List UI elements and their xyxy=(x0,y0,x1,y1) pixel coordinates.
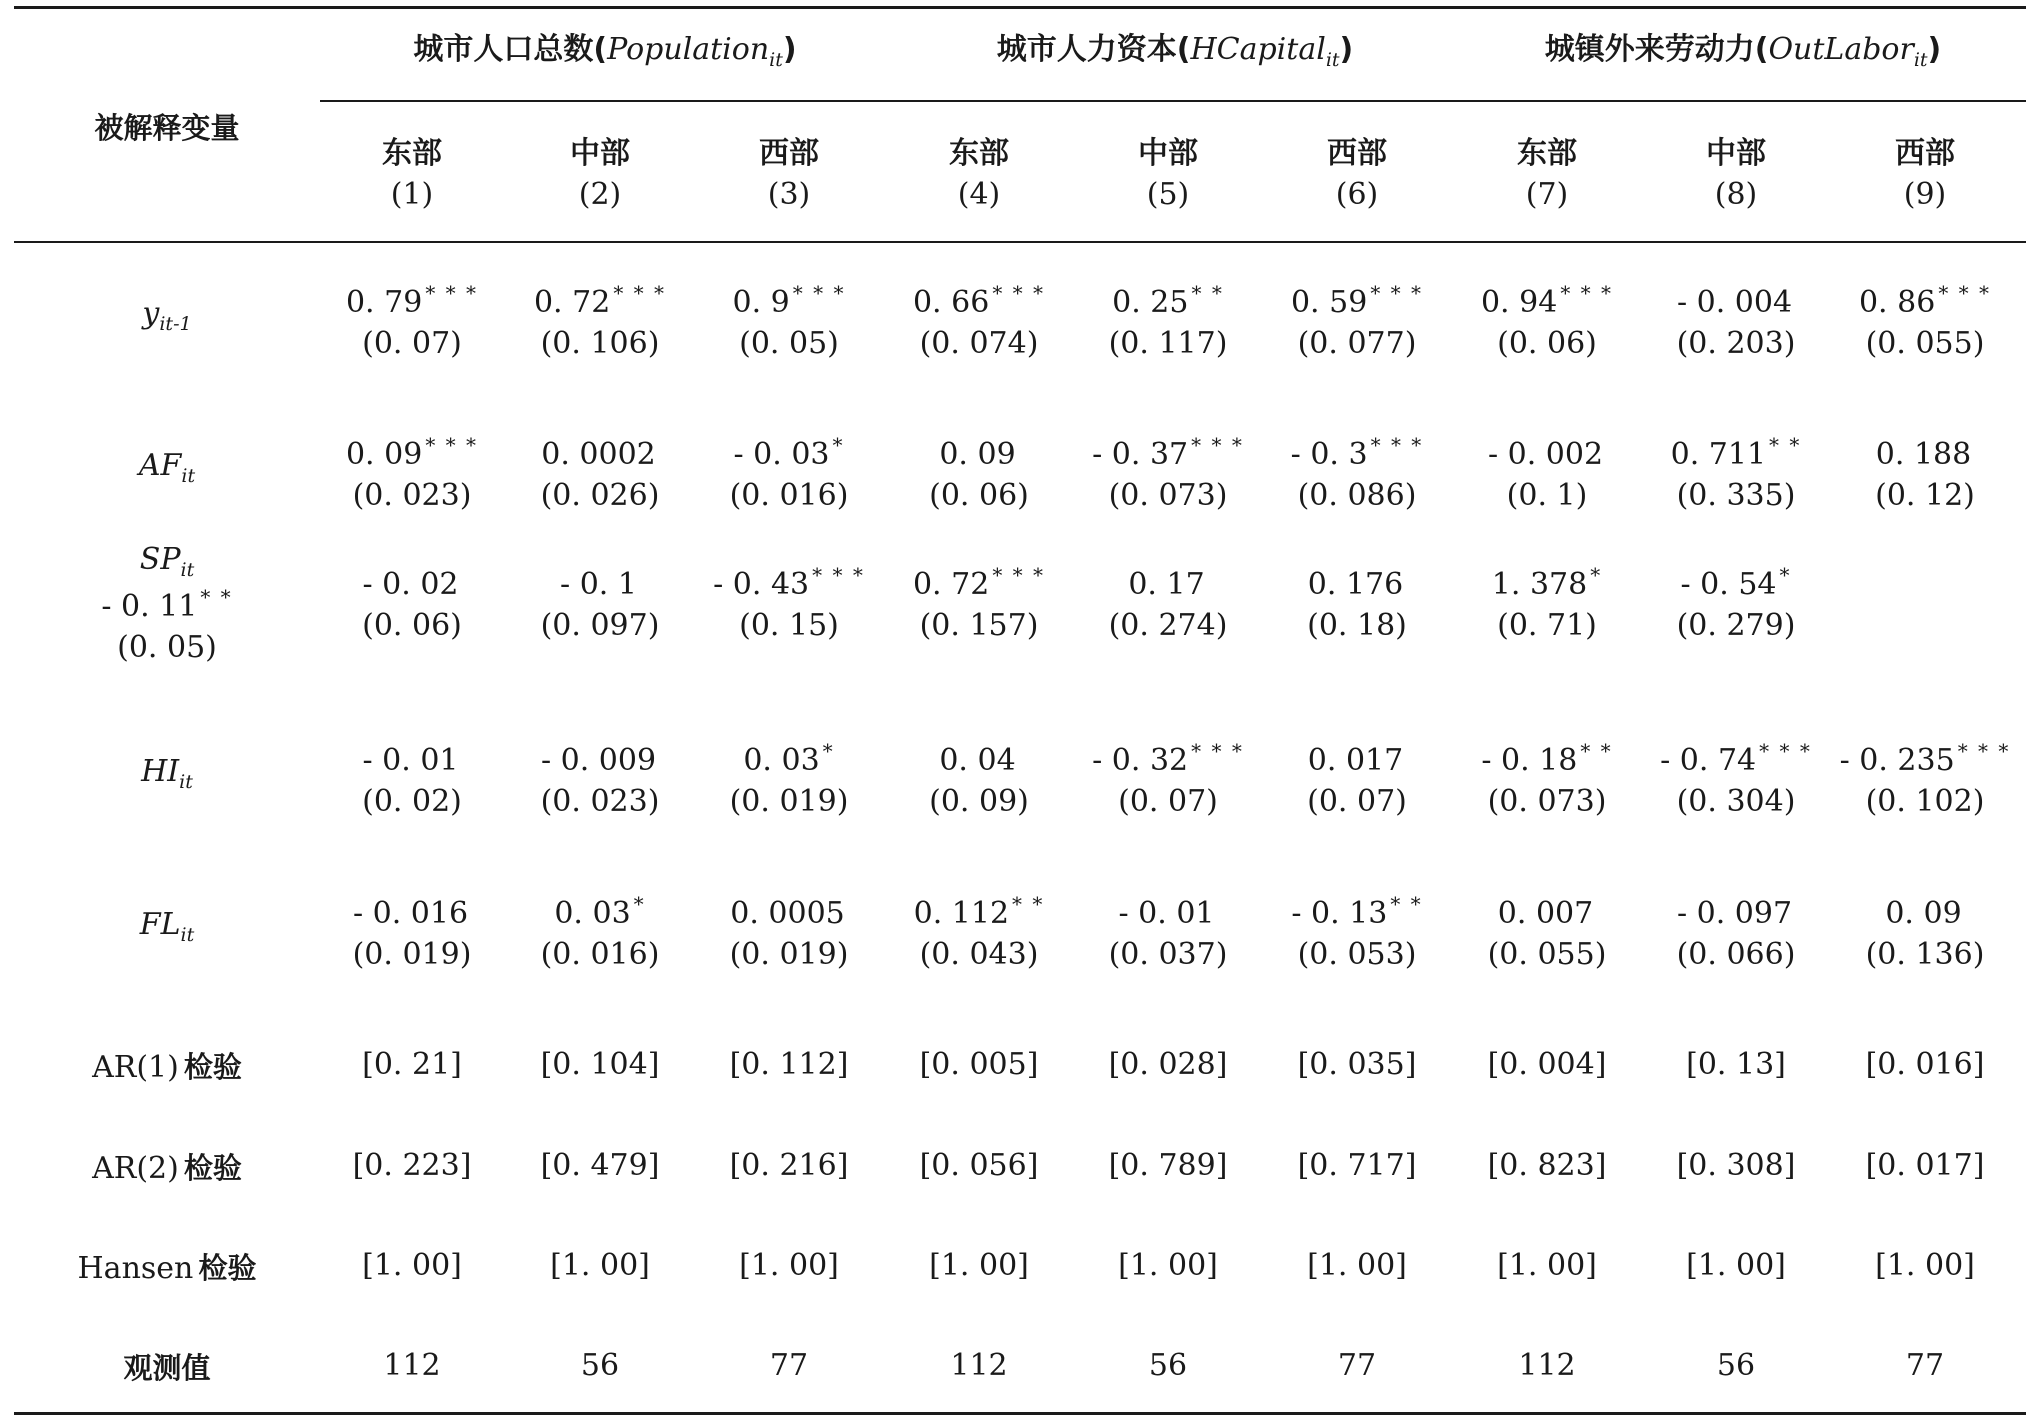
group-suffix: ) xyxy=(1927,32,1942,67)
cell-coef: - 0. 016 xyxy=(352,896,469,931)
cell-se: (0. 074) xyxy=(919,325,1039,361)
cell-coef: - 0. 74 xyxy=(1660,743,1757,778)
cell-se: (0. 09) xyxy=(929,783,1029,819)
cell-se-line xyxy=(1812,324,2026,365)
test-cell: [1. 00] xyxy=(362,1248,462,1283)
cell-se: (0. 023) xyxy=(352,477,472,513)
column-header xyxy=(507,134,693,215)
column-region: 东部 xyxy=(1517,136,1577,171)
test-row-label xyxy=(14,1346,320,1387)
cell-coef: 0. 17 xyxy=(1128,567,1205,602)
cell-coef-line xyxy=(1812,432,2026,476)
test-cell: [1. 00] xyxy=(550,1248,650,1283)
column-number: (4) xyxy=(957,176,1001,212)
extra-coef: - 0. 11 xyxy=(101,588,198,624)
cell-se: (0. 073) xyxy=(1108,477,1228,513)
cell-coef: - 0. 37 xyxy=(1092,437,1189,472)
cell-coef: - 0. 01 xyxy=(362,743,459,778)
test-cell: 56 xyxy=(1148,1348,1188,1383)
test-cell: [1. 00] xyxy=(929,1248,1029,1283)
cell-se-line xyxy=(1812,476,2026,517)
cell-coef: 0. 09 xyxy=(939,437,1016,472)
cell-coef: - 0. 43 xyxy=(713,567,810,602)
cell-se: (0. 06) xyxy=(929,477,1029,513)
column-header xyxy=(1643,134,1829,215)
significance-stars: * * xyxy=(1580,739,1613,763)
cell-coef: 0. 007 xyxy=(1497,896,1594,931)
group-var: OutLabor xyxy=(1768,32,1914,67)
row-var-sub: it xyxy=(180,559,195,581)
test-cell: [0. 308] xyxy=(1676,1148,1796,1183)
cell-se: (0. 019) xyxy=(729,783,849,819)
column-number: (7) xyxy=(1525,176,1569,212)
table-cell xyxy=(1812,432,2026,516)
column-number: (8) xyxy=(1714,176,1758,212)
row-var: SP xyxy=(139,542,181,577)
test-cell: [0. 223] xyxy=(352,1148,472,1183)
cell-se: (0. 026) xyxy=(540,477,660,513)
significance-stars: * xyxy=(1779,563,1792,587)
cell-coef: 0. 0002 xyxy=(541,437,656,472)
extra-se: (0. 05) xyxy=(117,629,217,665)
cell-se: (0. 07) xyxy=(1307,783,1407,819)
cell-se: (0. 335) xyxy=(1676,477,1796,513)
cell-se: (0. 043) xyxy=(919,936,1039,972)
column-header xyxy=(696,134,882,215)
test-cell: [0. 056] xyxy=(919,1148,1039,1183)
test-cell: [1. 00] xyxy=(1497,1248,1597,1283)
row-var-sub: it xyxy=(181,465,196,487)
test-cell: [0. 13] xyxy=(1686,1047,1786,1082)
cell-coef-line xyxy=(1812,280,2026,324)
cell-coef: 0. 017 xyxy=(1307,743,1404,778)
significance-stars: * * xyxy=(1769,433,1802,457)
group-var-sub: it xyxy=(1913,49,1928,71)
test-cell: [1. 00] xyxy=(1875,1248,1975,1283)
significance-stars: * * * xyxy=(992,281,1046,305)
significance-stars: * * * xyxy=(1759,739,1812,763)
test-cell: [1. 00] xyxy=(1307,1248,1407,1283)
test-label-latin: AR(1) xyxy=(92,1050,179,1085)
test-cell: 77 xyxy=(769,1348,809,1383)
cell-coef: 0. 79 xyxy=(345,285,423,320)
test-row-label xyxy=(14,1045,320,1086)
cell-se: (0. 073) xyxy=(1487,783,1607,819)
row-label xyxy=(14,448,320,487)
column-number: (5) xyxy=(1146,176,1190,212)
cell-coef: - 0. 13 xyxy=(1291,896,1388,931)
cell-coef: 0. 94 xyxy=(1480,285,1558,320)
test-cell: 77 xyxy=(1905,1348,1945,1383)
cell-se: (0. 279) xyxy=(1676,607,1796,643)
significance-stars: * * * xyxy=(1191,739,1244,763)
cell-coef: 0. 09 xyxy=(1885,896,1962,931)
cell-se: (0. 016) xyxy=(729,477,849,513)
cell-se-line xyxy=(1812,935,2026,976)
group-header-population xyxy=(320,30,890,74)
test-cell: [0. 823] xyxy=(1487,1148,1607,1183)
cell-coef: 0. 03 xyxy=(554,896,631,931)
cell-coef: 0. 711 xyxy=(1670,437,1767,472)
table-cell xyxy=(1812,891,2026,975)
significance-stars: * * * xyxy=(992,563,1046,587)
cell-se: (0. 07) xyxy=(362,325,462,361)
cell-coef: 0. 86 xyxy=(1858,285,1936,320)
row-var: y xyxy=(142,296,160,331)
test-cell: [1. 00] xyxy=(1686,1248,1786,1283)
table-cell xyxy=(1812,280,2026,364)
cell-coef: - 0. 02 xyxy=(362,567,459,602)
cell-se: (0. 05) xyxy=(739,325,839,361)
test-cell: [0. 216] xyxy=(729,1148,849,1183)
cell-coef: - 0. 01 xyxy=(1118,896,1215,931)
row-label xyxy=(14,540,320,668)
group-var: HCapital xyxy=(1190,32,1326,67)
column-number: (9) xyxy=(1903,176,1947,212)
group-prefix: 城市人力资本( xyxy=(996,32,1191,67)
test-cell: [0. 112] xyxy=(729,1047,849,1082)
test-cell: [0. 004] xyxy=(1487,1047,1607,1082)
cell-se: (0. 06) xyxy=(1497,325,1597,361)
cell-se: (0. 016) xyxy=(540,936,660,972)
test-cell: [1. 00] xyxy=(1118,1248,1218,1283)
header-bottom-rule xyxy=(14,241,2026,243)
column-region: 西部 xyxy=(1895,136,1955,171)
cell-se: (0. 097) xyxy=(540,607,660,643)
row-label-header: 被解释变量 xyxy=(94,111,240,145)
cell-coef: 0. 0005 xyxy=(730,896,845,931)
cell-se: (0. 019) xyxy=(729,936,849,972)
test-row-label xyxy=(14,1146,320,1187)
cell-coef: - 0. 18 xyxy=(1481,743,1578,778)
cell-se: (0. 07) xyxy=(1118,783,1218,819)
significance-stars: * * * xyxy=(1560,281,1614,305)
cell-se: (0. 71) xyxy=(1497,607,1597,643)
cell-se: (0. 136) xyxy=(1865,936,1985,972)
group-header-hcapital xyxy=(890,30,1460,74)
group-suffix: ) xyxy=(782,32,797,67)
cell-se: (0. 037) xyxy=(1108,936,1228,972)
cell-se: (0. 106) xyxy=(540,325,660,361)
test-row-label xyxy=(14,1246,320,1287)
cell-coef: - 0. 002 xyxy=(1487,437,1604,472)
row-label xyxy=(14,296,320,335)
test-label-cjk: 观测值 xyxy=(123,1351,211,1385)
table-cell xyxy=(1812,738,2026,822)
cell-coef: 0. 72 xyxy=(533,285,611,320)
column-number: (6) xyxy=(1335,176,1379,212)
test-cell: 112 xyxy=(383,1348,441,1383)
column-region: 中部 xyxy=(1138,136,1198,171)
test-cell: [0. 104] xyxy=(540,1047,660,1082)
significance-stars: * * xyxy=(1191,281,1224,305)
column-header xyxy=(886,134,1072,215)
column-header xyxy=(1832,134,2018,215)
test-label-latin: AR(2) xyxy=(92,1151,179,1186)
group-prefix: 城镇外来劳动力( xyxy=(1544,32,1769,67)
top-rule xyxy=(14,6,2026,9)
test-cell: [0. 028] xyxy=(1108,1047,1228,1082)
cell-coef-line xyxy=(1812,891,2026,935)
cell-se: (0. 02) xyxy=(362,783,462,819)
column-number: (3) xyxy=(767,176,811,212)
significance-stars: * * xyxy=(1390,892,1423,916)
test-cell: [1. 00] xyxy=(739,1248,839,1283)
extra-stars: * * xyxy=(200,584,233,609)
test-cell: [0. 789] xyxy=(1108,1148,1228,1183)
row-var: FL xyxy=(139,907,181,942)
cell-coef: 1. 378 xyxy=(1491,567,1588,602)
table-cell xyxy=(1812,562,2026,606)
row-var-sub: it-1 xyxy=(159,313,192,335)
cell-coef: 0. 72 xyxy=(912,567,990,602)
test-cell: [0. 005] xyxy=(919,1047,1039,1082)
cell-se: (0. 055) xyxy=(1487,936,1607,972)
group-var-sub: it xyxy=(769,49,783,71)
significance-stars: * * * xyxy=(613,281,667,305)
cell-coef: 0. 112 xyxy=(913,896,1010,931)
cell-coef-line xyxy=(1812,738,2026,782)
cell-se: (0. 055) xyxy=(1865,325,1985,361)
column-region: 西部 xyxy=(1327,136,1387,171)
test-cell: [0. 21] xyxy=(362,1047,462,1082)
cell-se: (0. 06) xyxy=(362,607,462,643)
column-header xyxy=(1075,134,1261,215)
test-cell: 56 xyxy=(1716,1348,1756,1383)
column-region: 中部 xyxy=(570,136,630,171)
column-header xyxy=(319,134,505,215)
significance-stars: * * * xyxy=(1957,739,2011,763)
test-label-latin: Hansen xyxy=(77,1251,194,1286)
row-var-sub: it xyxy=(179,771,193,793)
cell-se-line xyxy=(1623,606,1849,647)
cell-coef: 0. 9 xyxy=(732,285,790,320)
column-header xyxy=(1264,134,1450,215)
bottom-rule xyxy=(14,1412,2026,1415)
group-header-rule xyxy=(320,100,2026,102)
group-header-outlabor xyxy=(1460,30,2026,74)
cell-se: (0. 157) xyxy=(919,607,1039,643)
cell-se: (0. 023) xyxy=(540,783,660,819)
test-label-cjk: 检验 xyxy=(183,1151,242,1185)
row-var: HI xyxy=(141,754,180,789)
significance-stars: * * * xyxy=(1370,433,1424,457)
cell-coef: 0. 04 xyxy=(939,743,1016,778)
test-cell: [0. 035] xyxy=(1297,1047,1417,1082)
cell-coef: 0. 176 xyxy=(1307,567,1404,602)
significance-stars: * xyxy=(832,433,845,457)
row-var-sub: it xyxy=(180,924,195,946)
significance-stars: * * * xyxy=(812,563,865,587)
test-label-cjk: 检验 xyxy=(183,1050,242,1084)
row-var: AF xyxy=(138,448,182,483)
cell-coef: 0. 03 xyxy=(743,743,820,778)
cell-se: (0. 1) xyxy=(1506,477,1588,513)
cell-coef: - 0. 3 xyxy=(1290,437,1368,472)
significance-stars: * * * xyxy=(792,281,846,305)
group-prefix: 城市人口总数( xyxy=(413,32,608,67)
significance-stars: * * * xyxy=(1938,281,1992,305)
cell-coef: - 0. 1 xyxy=(560,567,637,602)
test-label-cjk: 检验 xyxy=(198,1251,257,1285)
cell-se: (0. 12) xyxy=(1875,477,1975,513)
cell-se: (0. 102) xyxy=(1865,783,1985,819)
cell-se-line xyxy=(1812,782,2026,823)
column-region: 东部 xyxy=(382,136,442,171)
test-cell: [0. 479] xyxy=(540,1148,660,1183)
cell-coef: 0. 188 xyxy=(1875,437,1972,472)
cell-coef: - 0. 004 xyxy=(1676,285,1793,320)
cell-se: (0. 053) xyxy=(1297,936,1417,972)
column-header xyxy=(1454,134,1640,215)
significance-stars: * * xyxy=(1012,892,1045,916)
test-cell: [0. 016] xyxy=(1865,1047,1985,1082)
row-label xyxy=(14,907,320,946)
significance-stars: * xyxy=(822,739,835,763)
cell-coef: - 0. 54 xyxy=(1680,567,1777,602)
row-label-extra-coef xyxy=(14,584,320,628)
cell-se: (0. 274) xyxy=(1108,607,1228,643)
column-region: 东部 xyxy=(949,136,1009,171)
test-cell: 112 xyxy=(1518,1348,1576,1383)
significance-stars: * * * xyxy=(1191,433,1244,457)
cell-se: (0. 304) xyxy=(1676,783,1796,819)
cell-se: (0. 203) xyxy=(1676,325,1796,361)
test-cell: 112 xyxy=(950,1348,1008,1383)
row-var-label xyxy=(14,540,320,584)
cell-coef: 0. 25 xyxy=(1112,285,1189,320)
cell-coef: 0. 59 xyxy=(1290,285,1368,320)
cell-coef: - 0. 235 xyxy=(1839,743,1955,778)
cell-coef: - 0. 32 xyxy=(1092,743,1189,778)
row-label-extra-se xyxy=(14,628,320,669)
column-number: (2) xyxy=(578,176,622,212)
group-suffix: ) xyxy=(1339,32,1354,67)
cell-coef: 0. 66 xyxy=(912,285,990,320)
cell-coef: - 0. 009 xyxy=(540,743,657,778)
cell-coef: - 0. 03 xyxy=(733,437,830,472)
cell-se: (0. 117) xyxy=(1108,325,1228,361)
test-cell: 77 xyxy=(1337,1348,1377,1383)
cell-se: (0. 15) xyxy=(739,607,839,643)
test-cell: [0. 017] xyxy=(1865,1148,1985,1183)
cell-se: (0. 066) xyxy=(1676,936,1796,972)
row-label xyxy=(14,754,320,793)
cell-coef: - 0. 097 xyxy=(1676,896,1793,931)
cell-se: (0. 086) xyxy=(1297,477,1417,513)
cell-coef: 0. 09 xyxy=(345,437,423,472)
significance-stars: * * * xyxy=(1370,281,1424,305)
significance-stars: * xyxy=(1590,563,1603,587)
significance-stars: * * * xyxy=(425,281,479,305)
cell-se: (0. 18) xyxy=(1307,607,1407,643)
column-region: 中部 xyxy=(1706,136,1766,171)
test-cell: [0. 717] xyxy=(1297,1148,1417,1183)
group-var-sub: it xyxy=(1325,49,1340,71)
column-number: (1) xyxy=(390,176,434,212)
cell-se: (0. 019) xyxy=(352,936,472,972)
test-cell: 56 xyxy=(580,1348,620,1383)
group-var: Population xyxy=(607,32,770,67)
significance-stars: * * * xyxy=(425,433,479,457)
column-region: 西部 xyxy=(759,136,819,171)
cell-coef-line xyxy=(1812,562,2026,606)
cell-se: (0. 077) xyxy=(1297,325,1417,361)
significance-stars: * xyxy=(633,892,646,916)
